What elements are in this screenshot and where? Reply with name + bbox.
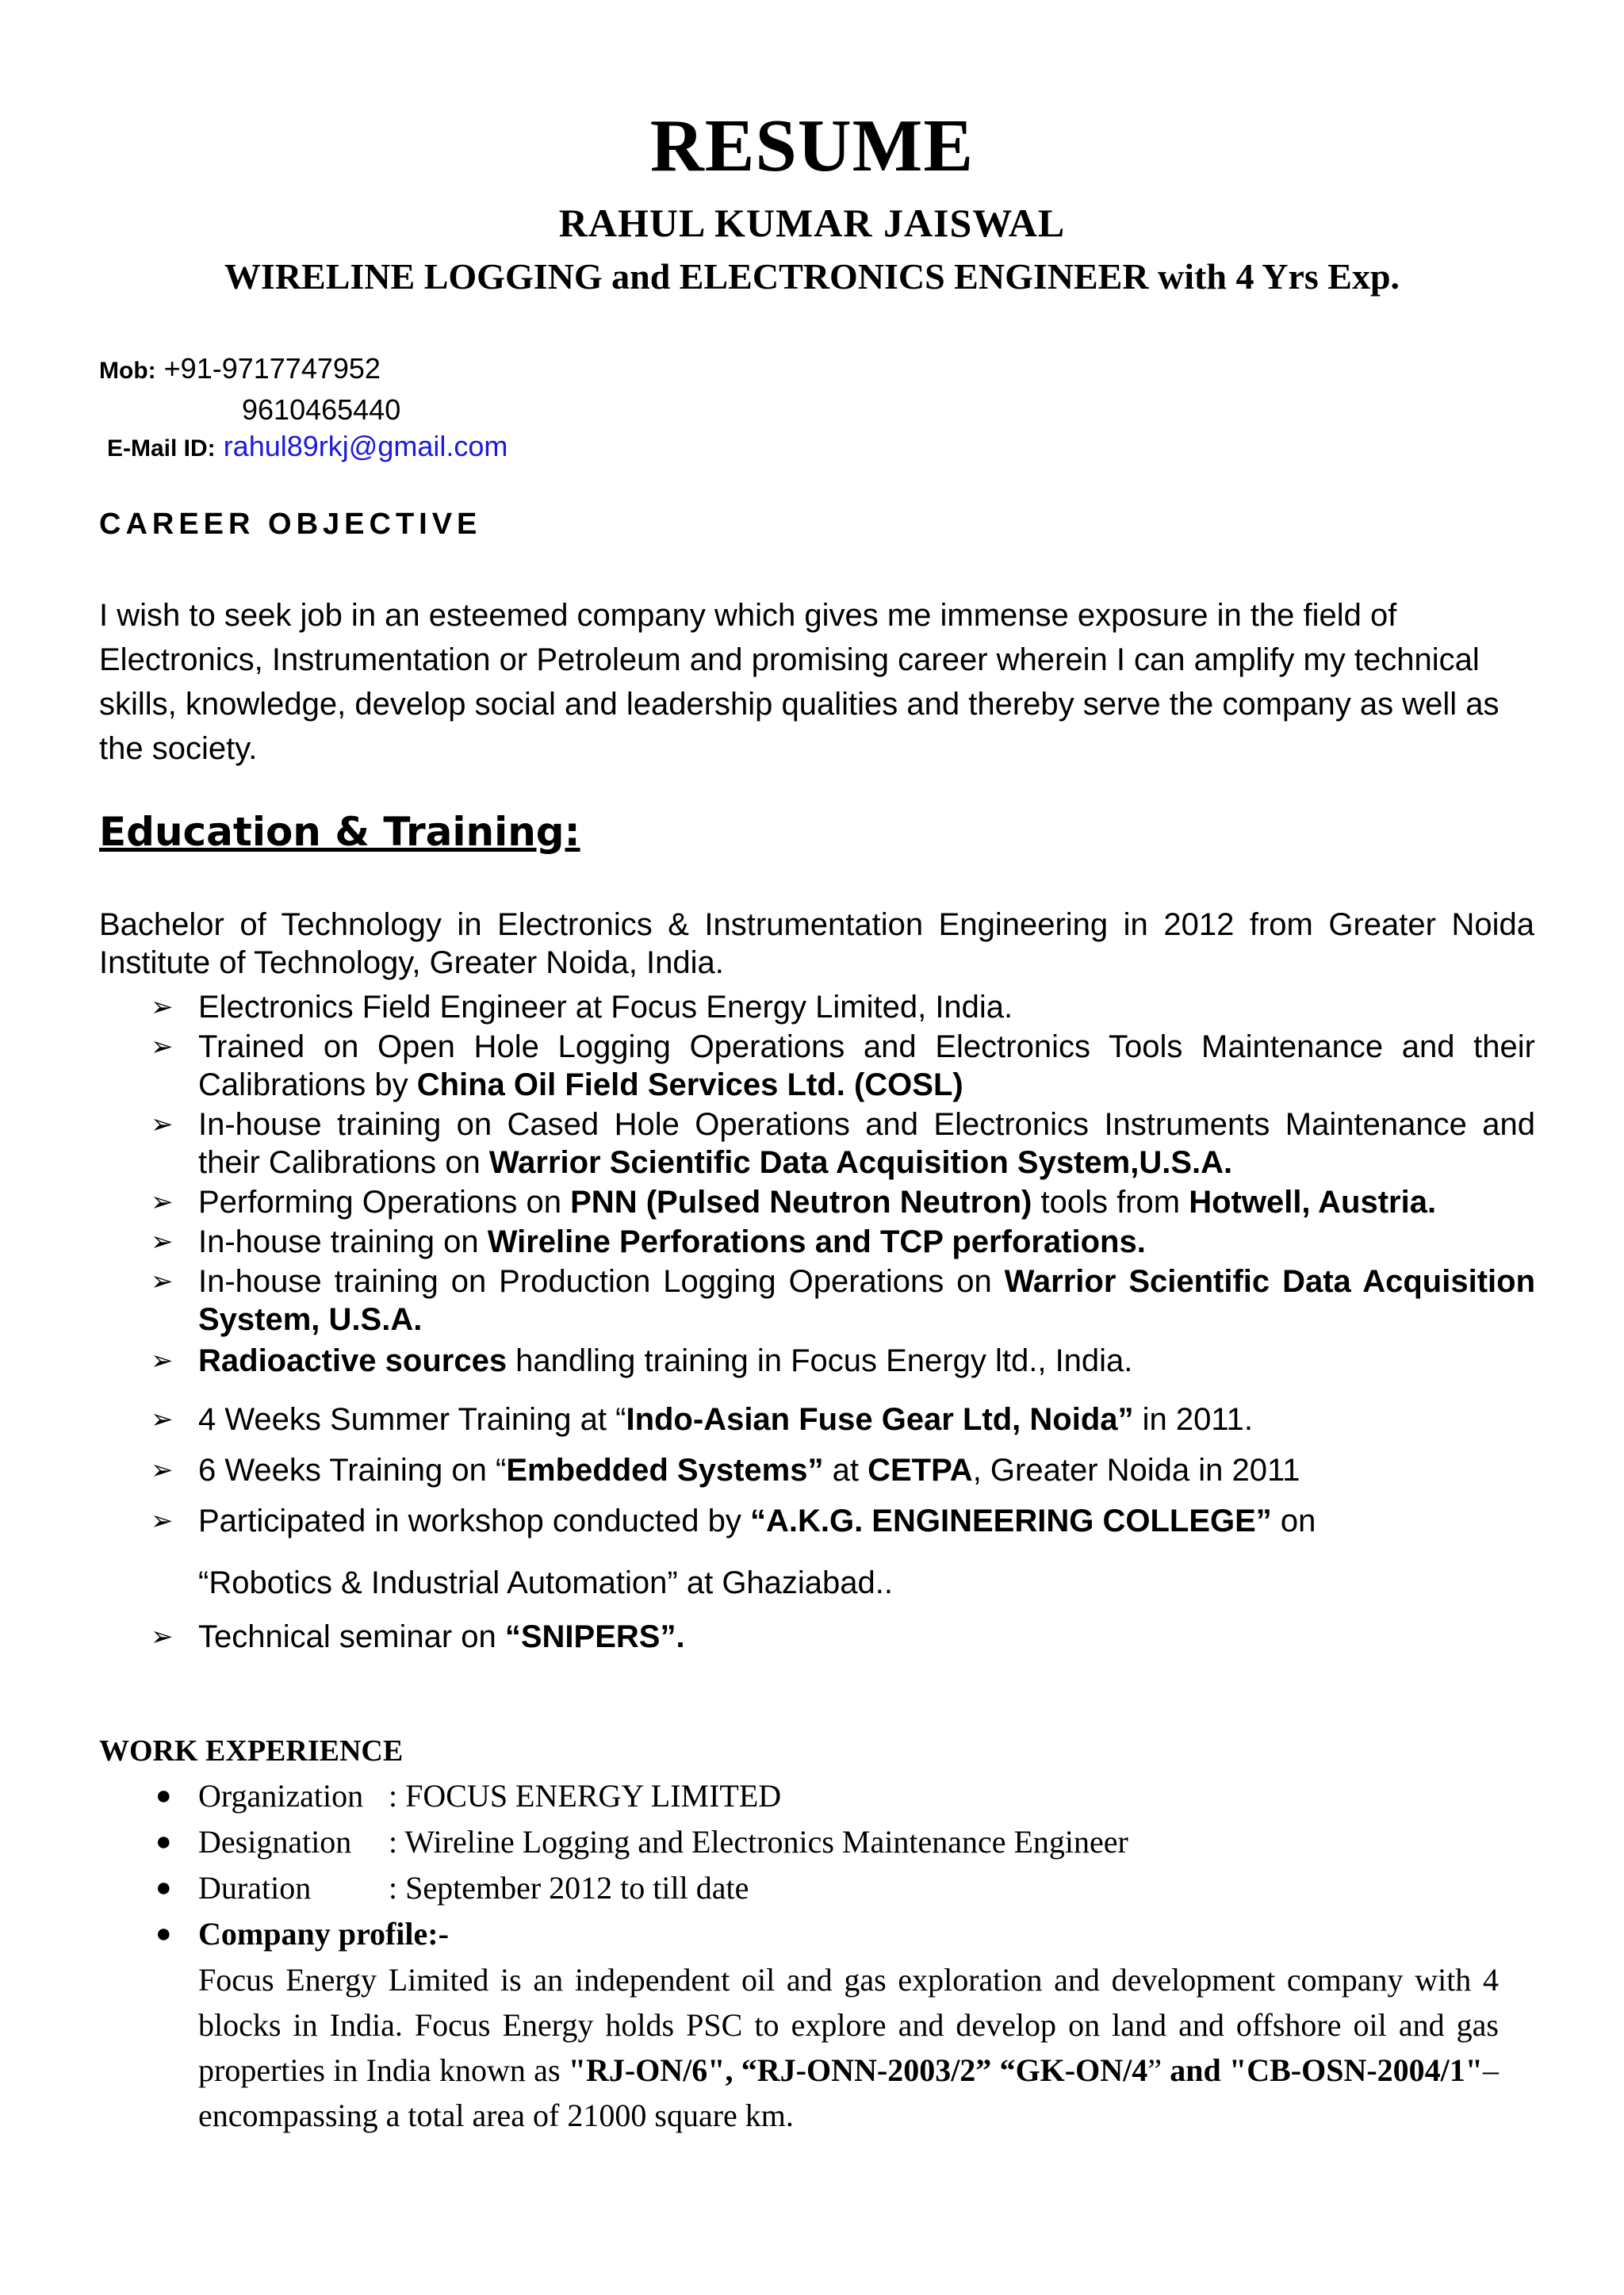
- bold-text: Warrior Scientific Data Acquisition System, U.S.A.: [198, 1264, 1536, 1337]
- career-objective-heading: CAREER OBJECTIVE: [99, 508, 482, 541]
- bullet-dot: ●: [155, 1827, 172, 1856]
- organization-label: Organization: [198, 1778, 364, 1814]
- bold-text: CETPA: [868, 1453, 973, 1488]
- arrow-bullet-icon: ➢: [151, 1266, 174, 1297]
- bullet-dot: ●: [155, 1781, 172, 1810]
- text-segment: Focus Energy Limited is an independent oil and gas exploration and development company with 4 blocks in India. Focus Energy holds PSC to explore and develop on land and offshore oil and gas properties in India known as: [198, 1962, 1499, 2088]
- text-segment: at: [823, 1453, 868, 1488]
- training-item: [151, 1618, 1535, 1656]
- email-link[interactable]: rahul89rkj@gmail.com: [223, 430, 508, 462]
- training-list: [151, 988, 1535, 1380]
- training-item: [151, 1262, 1535, 1339]
- education-heading: Education & Training:: [99, 809, 580, 855]
- text-segment: Technical seminar on: [198, 1619, 505, 1654]
- text-segment: In-house training on: [198, 1224, 488, 1259]
- arrow-bullet-icon: ➢: [151, 991, 174, 1023]
- company-profile-label: Company profile:-: [198, 1916, 449, 1952]
- bold-text: “SNIPERS”.: [504, 1619, 685, 1654]
- training-item: [151, 1451, 1535, 1489]
- training-item: [151, 1342, 1535, 1380]
- candidate-name: RAHUL KUMAR JAISWAL: [558, 201, 1066, 245]
- work-experience-heading: WORK EXPERIENCE: [99, 1734, 404, 1768]
- training-item: [151, 988, 1535, 1026]
- text-segment: on: [1271, 1504, 1316, 1538]
- text-segment: ”: [1147, 2052, 1170, 2088]
- career-objective-text: I wish to seek job in an esteemed company which gives me immense exposure in the field of Electronics, Instrumentation or Petroleum and promising career wherein I can amplify my technical skills, knowledge, develop social and leadership qualities and thereby serve the company as well as the society.: [99, 598, 1500, 766]
- arrow-bullet-icon: ➢: [151, 1345, 174, 1377]
- bullet-dot: ●: [155, 1873, 172, 1902]
- bold-text: China Oil Field Services Ltd. (COSL): [416, 1067, 963, 1102]
- text-segment: In-house training on Production Logging Operations on: [198, 1264, 1005, 1299]
- mobile-line: [99, 352, 381, 385]
- organization-item: [151, 1773, 1499, 1819]
- bold-text: Wireline Perforations and TCP perforations.: [487, 1224, 1146, 1259]
- bold-text: Warrior Scientific Data Acquisition System,U.S.A.: [488, 1145, 1233, 1180]
- text-segment: Participated in workshop conducted by: [198, 1504, 750, 1538]
- training-list-2: [151, 1400, 1535, 1540]
- training-item: [151, 1028, 1535, 1104]
- text-segment: Trained on Open Hole Logging Operations and Electronics Tools Maintenance and their Calibrations by: [198, 1029, 1535, 1102]
- duration-value: : September 2012 to till date: [389, 1870, 749, 1906]
- text-segment: , Greater Noida in 2011: [972, 1453, 1300, 1488]
- text-segment: Electronics Field Engineer at Focus Energy Limited, India.: [198, 990, 1013, 1025]
- bold-text: “A.K.G. ENGINEERING COLLEGE”: [749, 1504, 1272, 1538]
- arrow-bullet-icon: ➢: [151, 1505, 174, 1537]
- text-segment: 4 Weeks Summer Training at “: [198, 1402, 626, 1437]
- bold-text: "RJ-ON/6", “RJ-ONN-2003/2” “GK-ON/4: [568, 2052, 1148, 2088]
- bold-text: and "CB-OSN-2004/1": [1170, 2052, 1484, 2088]
- text-segment: tools from: [1032, 1185, 1189, 1220]
- bold-text: PNN (Pulsed Neutron Neutron): [570, 1185, 1032, 1220]
- text-segment: in 2011.: [1133, 1402, 1254, 1437]
- text-segment: In-house training on Cased Hole Operations and Electronics Instruments Maintenance and their Calibrations on: [198, 1107, 1535, 1180]
- training-item: [151, 1183, 1535, 1221]
- designation-label: Designation: [198, 1824, 352, 1860]
- text-segment: handling training in Focus Energy ltd., India.: [507, 1343, 1133, 1378]
- arrow-bullet-icon: ➢: [151, 1621, 174, 1653]
- text-segment: 6 Weeks Training on “: [198, 1453, 507, 1488]
- bold-text: Indo-Asian Fuse Gear Ltd, Noida”: [626, 1402, 1134, 1437]
- email-label: E-Mail ID:: [107, 435, 216, 462]
- bold-text: Radioactive sources: [198, 1343, 508, 1378]
- arrow-bullet-icon: ➢: [151, 1454, 174, 1486]
- mobile-label: Mob:: [99, 358, 156, 384]
- arrow-bullet-icon: ➢: [151, 1109, 174, 1140]
- training-item: [151, 1105, 1535, 1182]
- mobile-number-1: +91-9717747952: [163, 352, 381, 385]
- text-segment: – encompassing a total area of 21000 square km.: [198, 2052, 1500, 2133]
- degree-text: Bachelor of Technology in Electronics & Instrumentation Engineering in 2012 from Greater Noida Institute of Technology, Greater Noida, India.: [99, 907, 1534, 980]
- resume-title: RESUME: [649, 105, 975, 187]
- text-segment: Performing Operations on: [198, 1185, 571, 1220]
- duration-item: [151, 1865, 1499, 1911]
- designation-item: [151, 1819, 1499, 1865]
- mobile-number-2: 9610465440: [242, 393, 401, 426]
- arrow-bullet-icon: ➢: [151, 1031, 174, 1063]
- training-item: [151, 1502, 1535, 1540]
- training-item: [151, 1223, 1535, 1261]
- candidate-subtitle: WIRELINE LOGGING and ELECTRONICS ENGINEER with 4 Yrs Exp.: [224, 256, 1400, 297]
- work-experience-list: [151, 1773, 1499, 2138]
- bold-text: Embedded Systems”: [506, 1453, 824, 1488]
- training-item: [151, 1400, 1535, 1439]
- organization-value: : FOCUS ENERGY LIMITED: [389, 1778, 782, 1814]
- seminar-list: [151, 1618, 1535, 1656]
- arrow-bullet-icon: ➢: [151, 1404, 174, 1435]
- designation-value: : Wireline Logging and Electronics Maintenance Engineer: [389, 1824, 1128, 1860]
- duration-label: Duration: [198, 1870, 312, 1906]
- email-line: [107, 430, 508, 463]
- workshop-topic: “Robotics & Industrial Automation” at Ghaziabad..: [198, 1565, 894, 1600]
- bullet-dot: ●: [155, 1919, 172, 1948]
- company-profile-item: [151, 1911, 1499, 2138]
- arrow-bullet-icon: ➢: [151, 1186, 174, 1218]
- company-profile-text: [198, 1957, 1499, 2138]
- arrow-bullet-icon: ➢: [151, 1226, 174, 1258]
- bold-text: Hotwell, Austria.: [1189, 1185, 1437, 1220]
